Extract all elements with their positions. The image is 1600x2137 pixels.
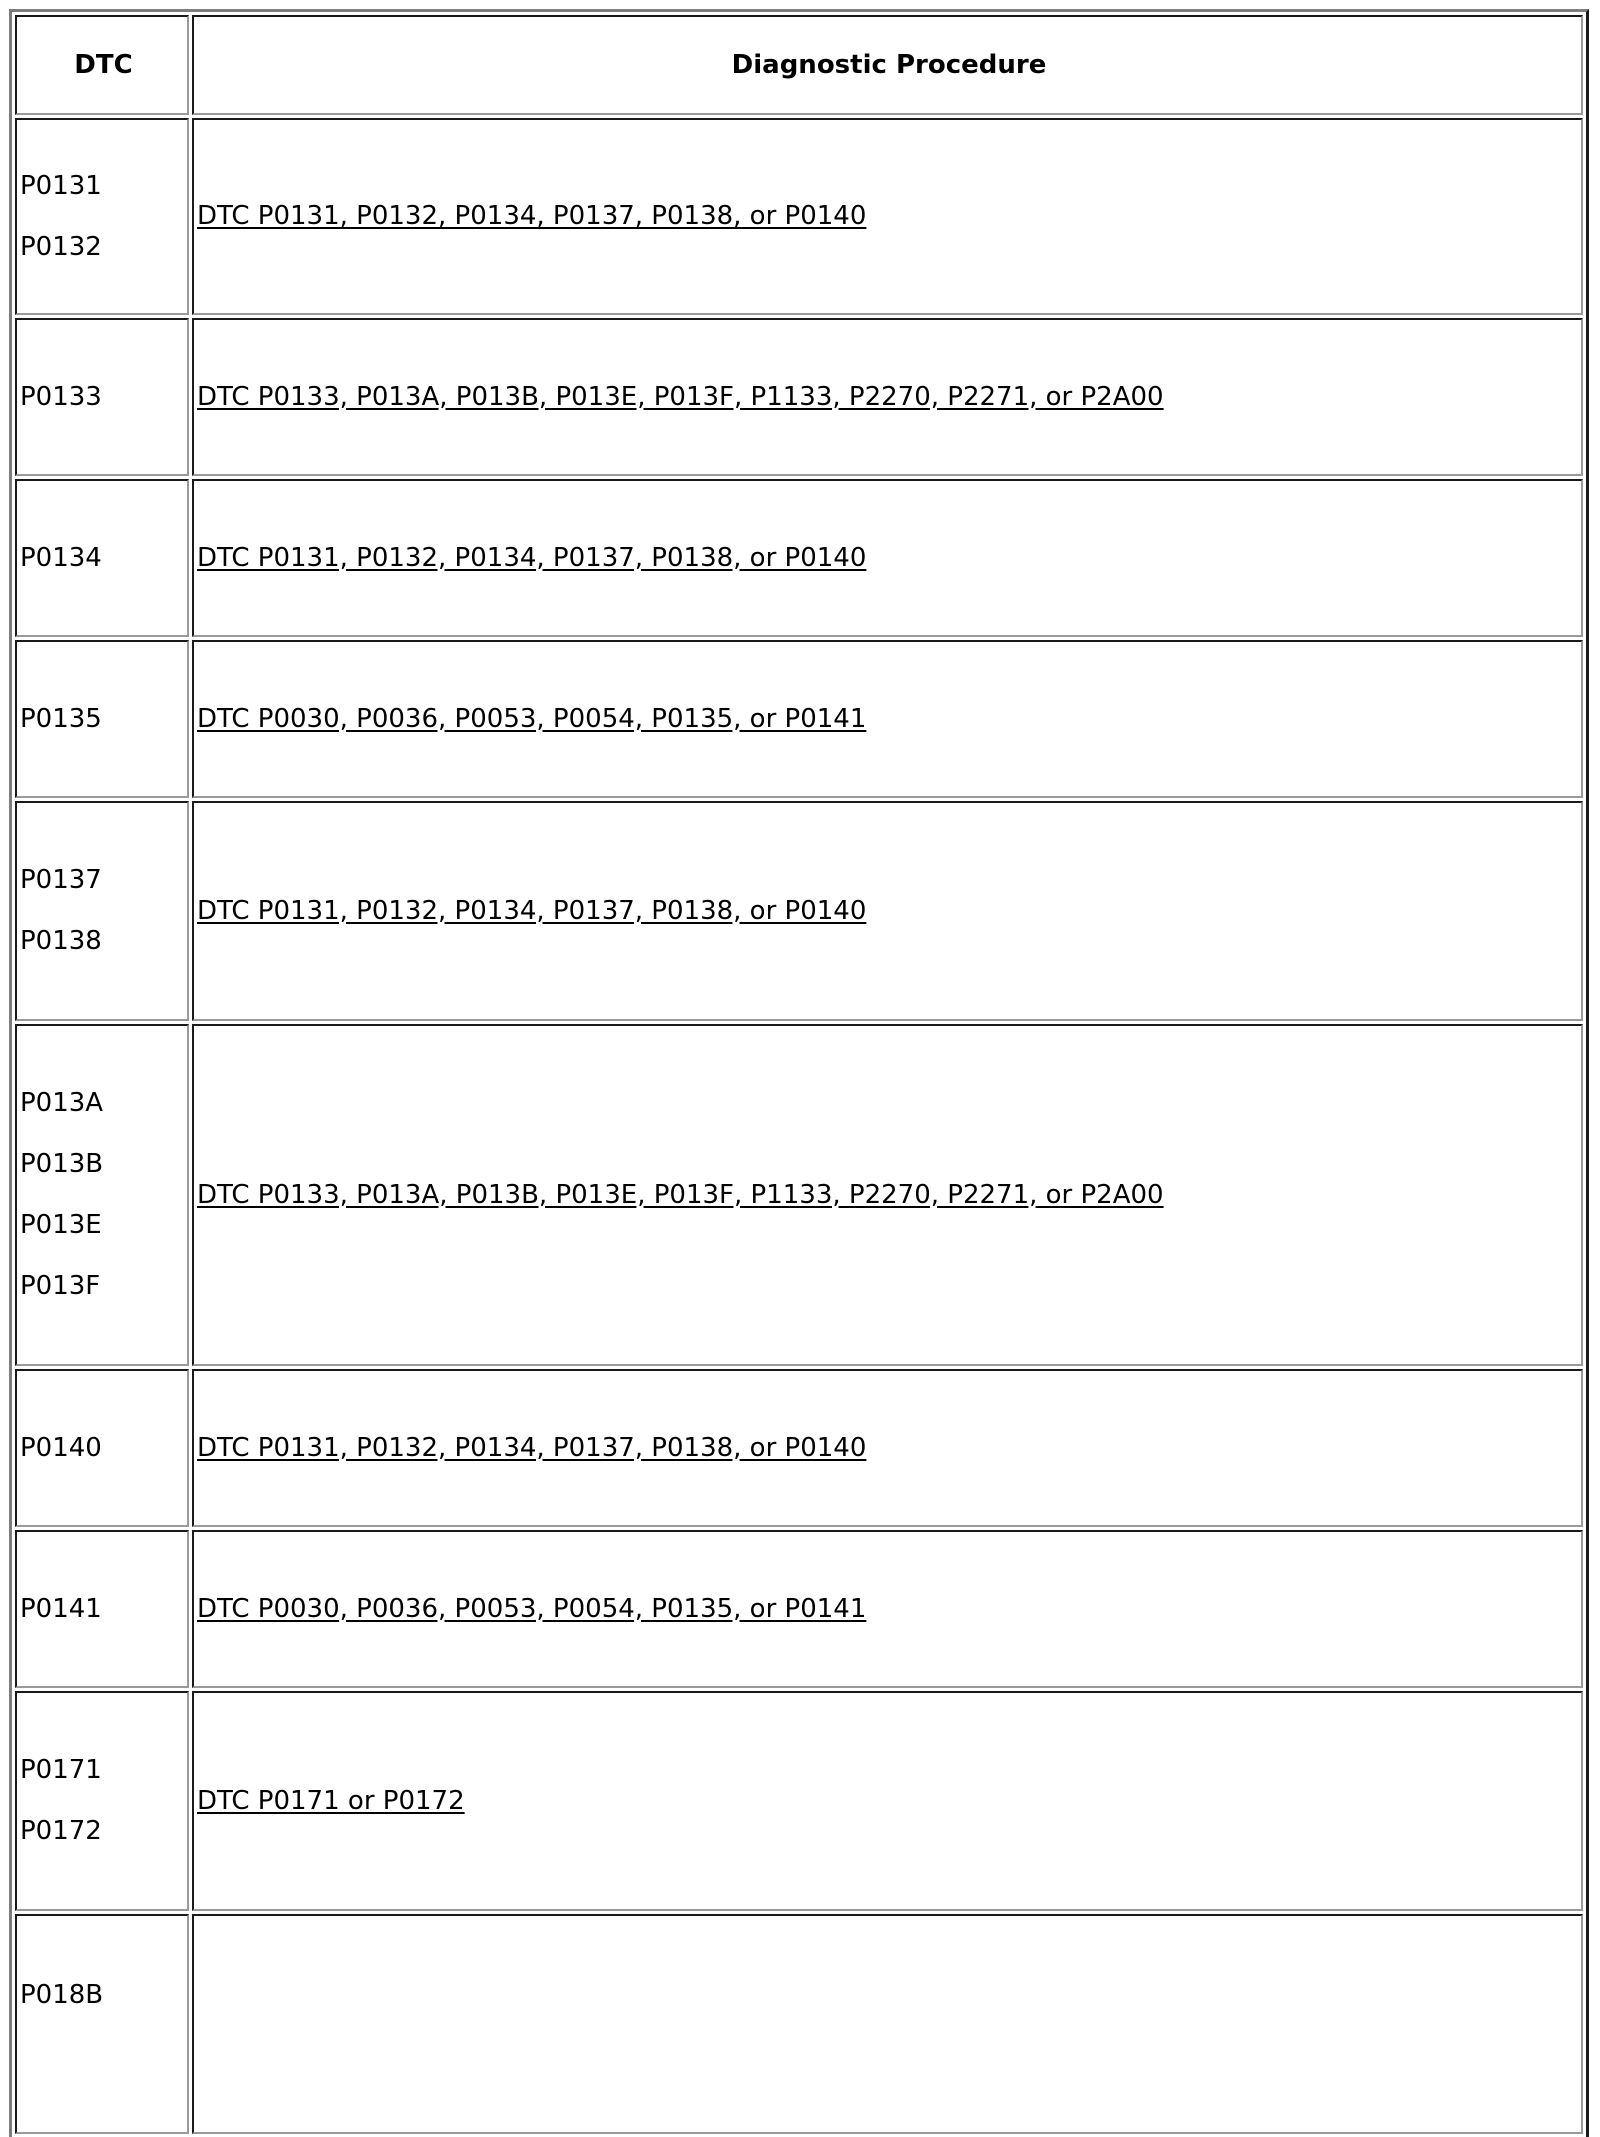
table-row: [15, 640, 1583, 798]
dtc-code: P0133: [20, 381, 102, 412]
procedure-link[interactable]: DTC P0030, P0036, P0053, P0054, P0135, or P0141: [197, 703, 867, 734]
dtc-cell: [15, 318, 189, 476]
dtc-cell: [15, 801, 189, 1021]
dtc-code: P0131: [20, 170, 102, 201]
table-row: [15, 1024, 1583, 1366]
table-header-row: [15, 15, 1583, 115]
dtc-column-header: DTC: [15, 15, 189, 115]
dtc-code: P013E: [20, 1210, 102, 1240]
procedure-link[interactable]: DTC P0171 or P0172: [197, 1785, 465, 1816]
procedure-link[interactable]: DTC P0131, P0132, P0134, P0137, P0138, or P0140: [197, 542, 867, 573]
procedure-link[interactable]: DTC P0030, P0036, P0053, P0054, P0135, or P0141: [197, 1593, 867, 1624]
procedure-link[interactable]: DTC P0133, P013A, P013B, P013E, P013F, P1133, P2270, P2271, or P2A00: [197, 381, 1164, 412]
dtc-code: P0140: [20, 1432, 102, 1463]
dtc-code: P0137: [20, 865, 102, 895]
procedure-cell: [192, 1369, 1583, 1527]
procedure-link[interactable]: DTC P0131, P0132, P0134, P0137, P0138, or P0140: [197, 895, 867, 926]
table-row: [15, 318, 1583, 476]
dtc-cell: [15, 1369, 189, 1527]
dtc-code: P0132: [20, 231, 102, 262]
procedure-cell: [192, 1024, 1583, 1366]
table-row: [15, 1914, 1583, 2134]
dtc-code: P0141: [20, 1593, 102, 1624]
procedure-link[interactable]: DTC P0133, P013A, P013B, P013E, P013F, P1133, P2270, P2271, or P2A00: [197, 1179, 1164, 1210]
procedure-cell: [192, 801, 1583, 1021]
dtc-code: P0171: [20, 1755, 102, 1785]
dtc-table: [12, 12, 1586, 2137]
dtc-code: P013B: [20, 1149, 104, 1179]
procedure-cell: [192, 479, 1583, 637]
procedure-link[interactable]: DTC P0131, P0132, P0134, P0137, P0138, or P0140: [197, 1432, 867, 1463]
dtc-code: P0134: [20, 542, 102, 573]
dtc-cell: [15, 640, 189, 798]
dtc-code: P0172: [20, 1816, 102, 1846]
procedure-cell: [192, 1530, 1583, 1688]
table-row: [15, 1530, 1583, 1688]
procedure-cell: [192, 118, 1583, 315]
procedure-column-header: Diagnostic Procedure: [192, 15, 1583, 115]
dtc-code: P0138: [20, 926, 102, 956]
dtc-table-container: [9, 9, 1589, 2137]
dtc-cell: [15, 1530, 189, 1688]
table-row: [15, 1369, 1583, 1527]
procedure-cell: [192, 1691, 1583, 1911]
table-row: [15, 1691, 1583, 1911]
dtc-code: P013F: [20, 1271, 101, 1301]
dtc-cell: [15, 1914, 189, 2134]
dtc-cell: [15, 118, 189, 315]
table-row: [15, 479, 1583, 637]
procedure-cell: [192, 640, 1583, 798]
procedure-cell: [192, 318, 1583, 476]
table-row: [15, 118, 1583, 315]
dtc-code: P018B: [20, 1980, 104, 2010]
dtc-cell: [15, 1024, 189, 1366]
procedure-link[interactable]: DTC P0131, P0132, P0134, P0137, P0138, or P0140: [197, 201, 867, 231]
dtc-cell: [15, 1691, 189, 1911]
procedure-cell: [192, 1914, 1583, 2134]
table-row: [15, 801, 1583, 1021]
dtc-cell: [15, 479, 189, 637]
dtc-code: P0135: [20, 703, 102, 734]
dtc-code: P013A: [20, 1088, 104, 1118]
